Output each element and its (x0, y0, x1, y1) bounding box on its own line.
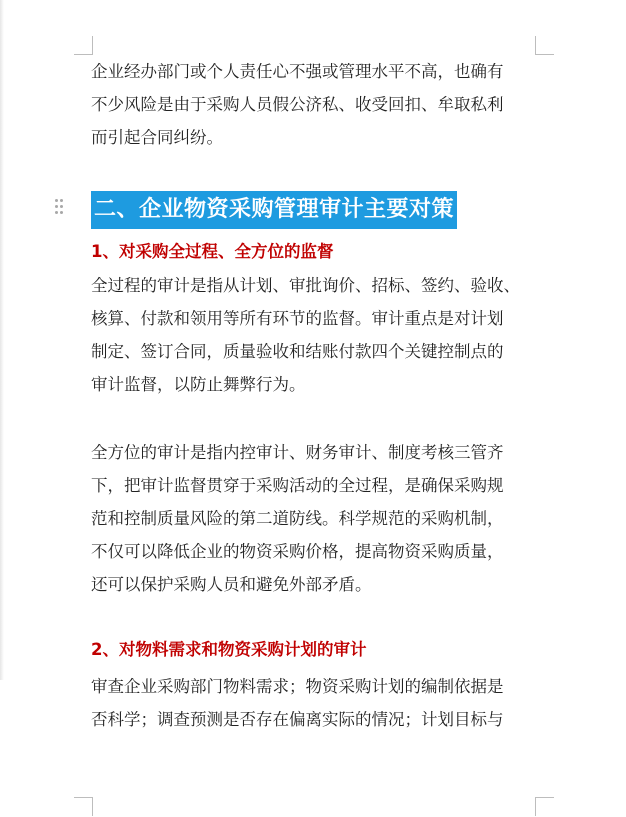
text-line: 核算、付款和领用等所有环节的监督。审计重点是对计划 (91, 309, 504, 328)
heading-2-section-2[interactable]: 2、对物料需求和物资采购计划的审计 (91, 640, 367, 659)
text-line: 否科学；调查预测是否存在偏离实际的情况；计划目标与 (91, 710, 504, 729)
text-line: 全方位的审计是指内控审计、财务审计、制度考核三管齐 (91, 443, 504, 462)
heading-block[interactable] (91, 191, 457, 229)
text-line: 不少风险是由于采购人员假公济私、收受回扣、牟取私利 (91, 95, 504, 114)
block-drag-handle-icon[interactable] (55, 199, 65, 217)
page-margin-marker-top-left (74, 36, 93, 55)
heading-2-section-1[interactable]: 1、对采购全过程、全方位的监督 (91, 242, 334, 261)
text-line: 审计监督，以防止舞弊行为。 (91, 375, 306, 394)
text-line: 范和控制质量风险的第二道防线。科学规范的采购机制， (91, 509, 504, 528)
text-line: 企业经办部门或个人责任心不强或管理水平不高，也确有 (91, 62, 504, 81)
section1-paragraph-2[interactable] (91, 436, 551, 601)
text-line: 全过程的审计是指从计划、审批询价、招标、签约、验收、 (91, 276, 520, 295)
intro-paragraph[interactable] (91, 55, 551, 154)
text-line: 不仅可以降低企业的物资采购价格，提高物资采购质量， (91, 542, 504, 561)
section2-paragraph-1[interactable] (91, 670, 551, 736)
text-line: 下，把审计监督贯穿于采购活动的全过程，是确保采购规 (91, 476, 504, 495)
page-margin-marker-bottom-right (535, 797, 554, 816)
page-margin-marker-bottom-left (74, 797, 93, 816)
text-line: 审查企业采购部门物料需求；物资采购计划的编制依据是 (91, 677, 504, 696)
text-line: 还可以保护采购人员和避免外部矛盾。 (91, 575, 372, 594)
page-margin-marker-top-right (535, 36, 554, 55)
page-shadow (0, 0, 4, 680)
text-line: 而引起合同纠纷。 (91, 128, 223, 147)
section1-paragraph-1[interactable] (91, 269, 551, 401)
heading-1[interactable]: 二、企业物资采购管理审计主要对策 (91, 191, 457, 229)
text-line: 制定、签订合同，质量验收和结账付款四个关键控制点的 (91, 342, 504, 361)
